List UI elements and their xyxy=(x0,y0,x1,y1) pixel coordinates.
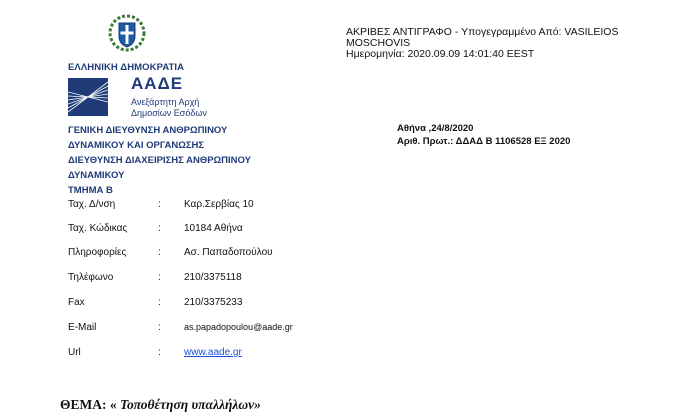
contact-colon: : xyxy=(158,199,161,210)
contact-value-address: Καρ.Σερβίας 10 xyxy=(184,199,254,210)
org-short-name: ΑΑΔΕ xyxy=(131,74,184,93)
dept-line-1: ΓΕΝΙΚΗ ΔΙΕΥΘΥΝΣΗ ΑΝΘΡΩΠΙΝΟΥ xyxy=(68,125,228,136)
contact-value-phone: 210/3375118 xyxy=(184,272,242,283)
contact-value-fax: 210/3375233 xyxy=(184,297,243,308)
country-name: ΕΛΛΗΝΙΚΗ ΔΗΜΟΚΡΑΤΙΑ xyxy=(68,62,185,73)
org-sub-line-2: Δημοσίων Εσόδων xyxy=(131,108,207,118)
dept-line-5: ΤΜΗΜΑ Β xyxy=(68,185,113,196)
contact-colon: : xyxy=(158,322,161,333)
contact-value-postcode: 10184 Αθήνα xyxy=(184,223,243,234)
contact-label-info: Πληροφορίες xyxy=(68,247,127,258)
contact-label-address: Ταχ. Δ/νση xyxy=(68,199,116,210)
subject-line xyxy=(60,397,261,413)
aade-logo-icon xyxy=(68,78,108,116)
contact-colon: : xyxy=(158,347,161,358)
org-full-name xyxy=(131,97,207,119)
contact-label-email: E-Mail xyxy=(68,322,97,333)
website-link[interactable]: www.aade.gr xyxy=(184,347,242,358)
dept-line-3: ΔΙΕΥΘΥΝΣΗ ΔΙΑΧΕΙΡΙΣΗΣ ΑΝΘΡΩΠΙΝΟΥ xyxy=(68,155,252,166)
signature-line-1: ΑΚΡΙΒΕΣ ΑΝΤΙΓΡΑΦΟ - Υπογεγραμμένο Από: VASILEIOS xyxy=(346,26,619,38)
contact-colon: : xyxy=(158,223,161,234)
contact-value-info: Ασ. Παπαδοπούλου xyxy=(184,247,273,258)
contact-label-fax: Fax xyxy=(68,297,85,308)
dept-line-2: ΔΥΝΑΜΙΚΟΥ ΚΑΙ ΟΡΓΑΝΩΣΗΣ xyxy=(68,140,205,151)
greek-coat-of-arms xyxy=(108,12,146,54)
contact-label-url: Url xyxy=(68,347,81,358)
dept-line-4: ΔΥΝΑΜΙΚΟΥ xyxy=(68,170,125,181)
contact-label-phone: Τηλέφωνο xyxy=(68,272,114,283)
contact-colon: : xyxy=(158,297,161,308)
signature-line-2: MOSCHOVIS xyxy=(346,37,411,49)
subject-prefix: ΘΕΜΑ: « xyxy=(60,397,117,412)
org-sub-line-1: Ανεξάρτητη Αρχή xyxy=(131,97,200,107)
contact-label-postcode: Ταχ. Κώδικας xyxy=(68,223,128,234)
document-date: Αθήνα ,24/8/2020 xyxy=(397,123,474,134)
subject-title: Τοποθέτηση υπαλλήλων» xyxy=(120,397,261,412)
contact-colon: : xyxy=(158,247,161,258)
contact-value-email: as.papadopoulou@aade.gr xyxy=(184,322,293,332)
contact-colon: : xyxy=(158,272,161,283)
protocol-number: Αριθ. Πρωτ.: ΔΔΑΔ Β 1106528 ΕΞ 2020 xyxy=(397,136,571,147)
signature-line-3: Ημερομηνία: 2020.09.09 14:01:40 EEST xyxy=(346,48,535,60)
digital-signature xyxy=(346,27,676,60)
